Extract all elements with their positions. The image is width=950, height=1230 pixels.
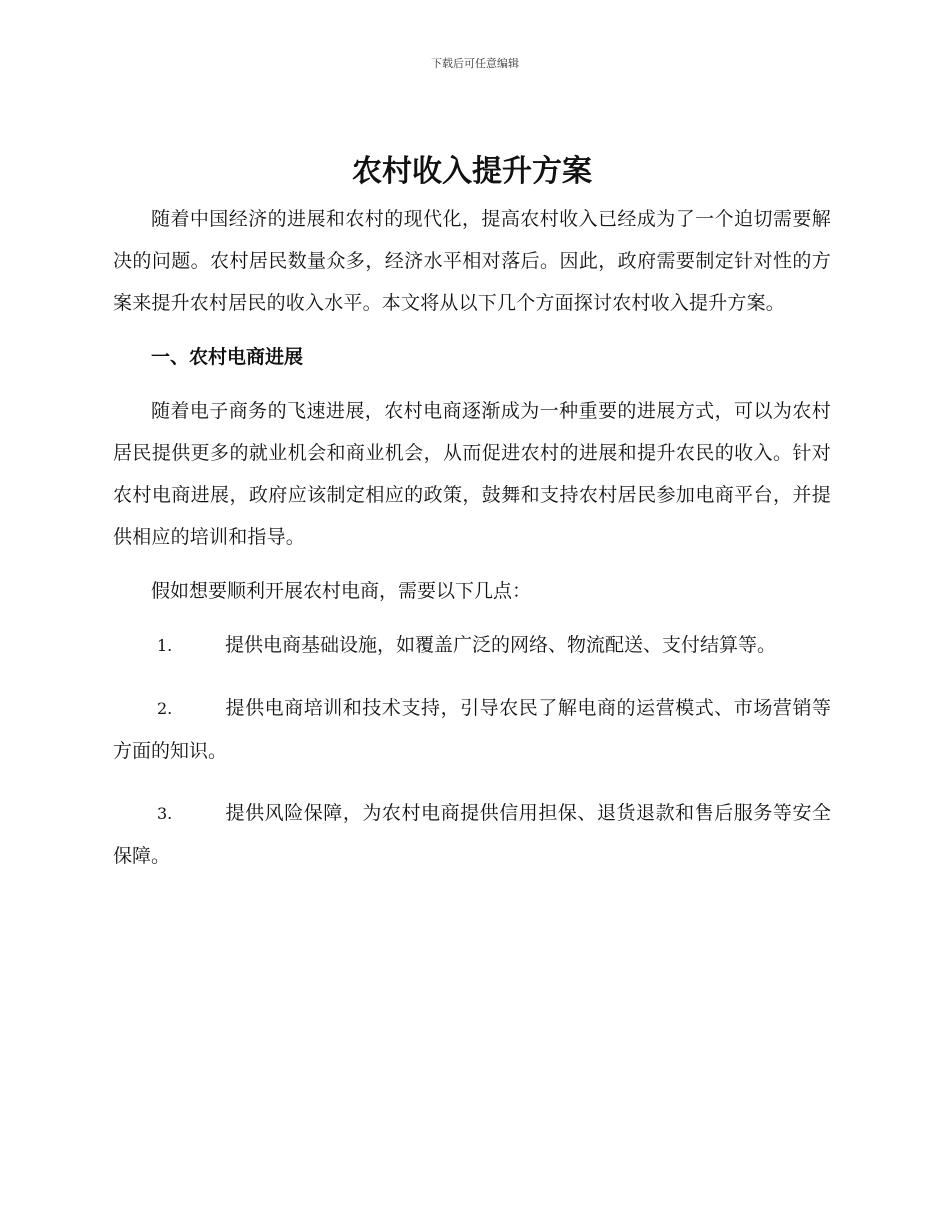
list-intro: 假如想要顺利开展农村电商，需要以下几点：: [151, 580, 532, 602]
list-item: [113, 687, 831, 772]
section-heading: 一、农村电商进展: [151, 346, 304, 368]
list-item-text: 提供风险保障，为农村电商提供信用担保、退货退款和售后服务等安全保障。: [113, 802, 831, 867]
intro-paragraph: 随着中国经济的进展和农村的现代化，提高农村收入已经成为了一个迫切需要解决的问题。农村居民数量众多，经济水平相对落后。因此，政府需要制定针对性的方案来提升农村居民的收入水平。本文将从以下几个方面探讨农村收入提升方案。: [113, 208, 831, 314]
document-title: 农村收入提升方案: [352, 154, 592, 189]
list-item-number: 2.: [157, 699, 173, 718]
list-item-number: 1.: [157, 636, 173, 655]
list-item-text: 提供电商基础设施，如覆盖广泛的网络、物流配送、支付结算等。: [225, 634, 777, 656]
document-body: [113, 150, 831, 897]
page-header-note: 下载后可任意编辑: [431, 57, 519, 70]
list-item: [113, 792, 831, 877]
list-item-number: 3.: [157, 804, 173, 823]
list-item: [113, 624, 831, 667]
section-paragraph: 随着电子商务的飞速进展，农村电商逐渐成为一种重要的进展方式，可以为农村居民提供更多的就业机会和商业机会，从而促进农村的进展和提升农民的收入。针对农村电商进展，政府应该制定相应的政策，鼓舞和支持农村居民参加电商平台，并提供相应的培训和指导。: [113, 400, 831, 548]
list-item-text: 提供电商培训和技术支持，引导农民了解电商的运营模式、市场营销等方面的知识。: [113, 697, 831, 762]
